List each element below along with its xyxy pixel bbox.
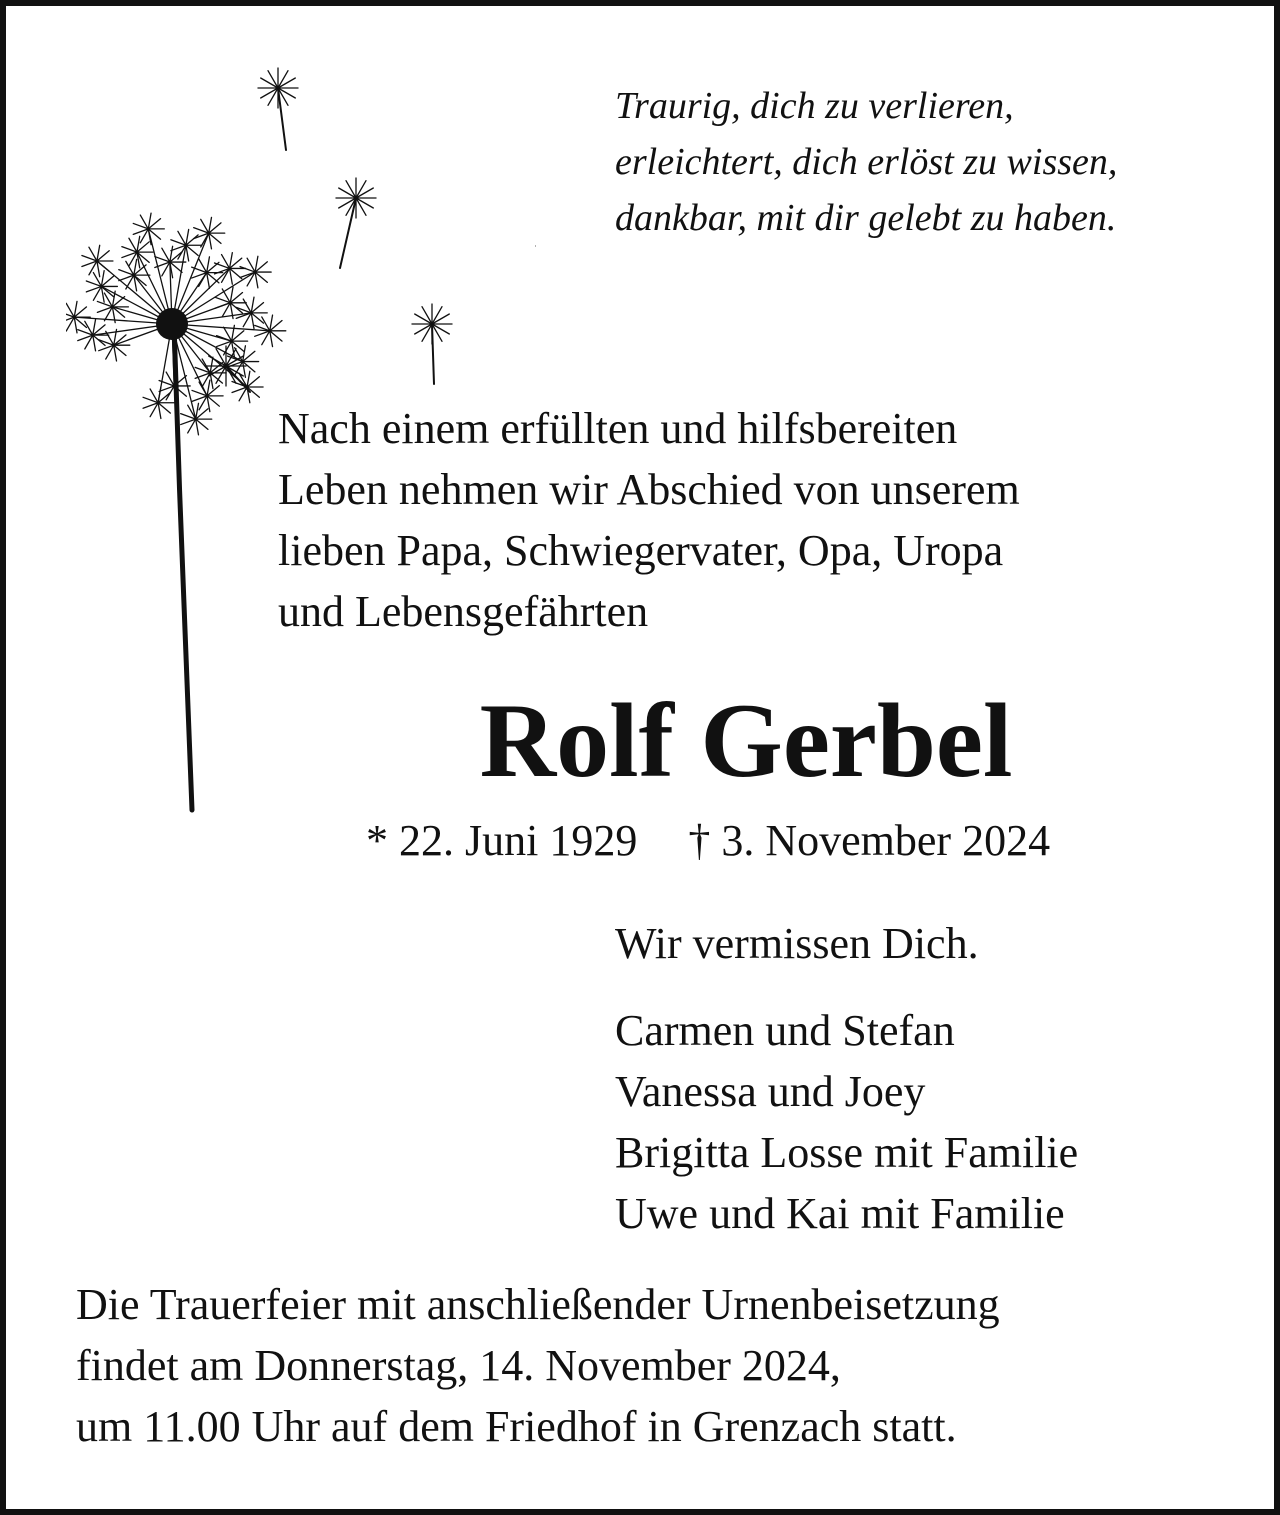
intro-line: Leben nehmen wir Abschied von unserem [278,465,1020,514]
mourner-item: Carmen und Stefan [615,1006,955,1055]
life-dates [366,811,1050,871]
death-date: † 3. November 2024 [688,816,1051,865]
intro-text [278,398,1020,642]
mourner-item: Brigitta Losse mit Familie [615,1128,1079,1177]
motto-line: Traurig, dich zu verlieren, [615,85,1014,127]
ceremony-line: findet am Donnerstag, 14. November 2024, [76,1341,841,1390]
mourners-list [615,1000,1078,1244]
birth-date: * 22. Juni 1929 [366,816,638,865]
mourner-item: Uwe und Kai mit Familie [615,1189,1065,1238]
ceremony-info [76,1274,1000,1457]
motto-line: erleichtert, dich erlöst zu wissen, [615,141,1118,183]
intro-line: und Lebensgefährten [278,587,649,636]
ceremony-line: um 11.00 Uhr auf dem Friedhof in Grenzach statt. [76,1402,957,1451]
mourner-item: Vanessa und Joey [615,1067,926,1116]
motto-line: dankbar, mit dir gelebt zu haben. [615,197,1117,239]
intro-line: Nach einem erfüllten und hilfsbereiten [278,404,958,453]
ceremony-line: Die Trauerfeier mit anschließender Urnenbeisetzung [76,1280,1000,1329]
motto-verse [615,78,1117,246]
miss-message: Wir vermissen Dich. [615,919,979,968]
deceased-name: Rolf Gerbel [479,682,1013,799]
intro-line: lieben Papa, Schwiegervater, Opa, Uropa [278,526,1004,575]
